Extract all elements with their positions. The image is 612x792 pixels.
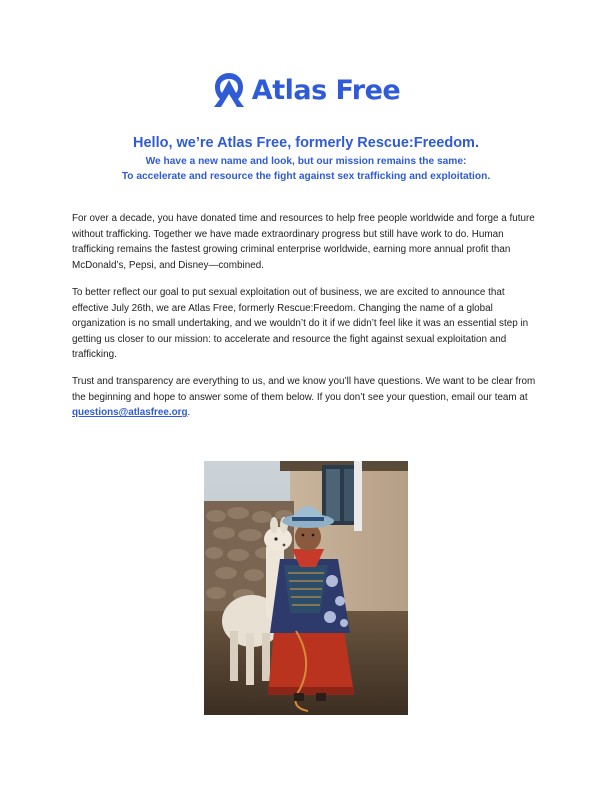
body-paragraph-1: For over a decade, you have donated time and resources to help free people worldwide and forge a future without trafficking. Together we have made extraordinary progress but still have work to do. Human trafficking remains the fastest growing criminal enterprise worldwide, earning more annual profit than McDonald’s, Pepsi, and Disney—combined. — [72, 213, 535, 271]
atlas-free-logo — [0, 70, 612, 110]
body-paragraph-3 — [72, 374, 542, 421]
atlas-mountain-icon — [212, 72, 246, 108]
logo-wordmark: Atlas Free — [251, 74, 401, 106]
subheadline-line-2: To accelerate and resource the fight against sex trafficking and exploitation. — [121, 171, 491, 182]
questions-email-link[interactable]: questions@atlasfree.org — [72, 407, 188, 419]
paragraph-3-text: Trust and transparency are everything to us, and we know you’ll have questions. We want to be clear from the beginning and hope to answer some of them below. If you don’t see your question, email our team at — [72, 376, 536, 403]
paragraph-3-end: . — [187, 407, 191, 419]
subheadline-line-1: We have a new name and look, but our mission remains the same: — [145, 156, 467, 167]
page-headline: Hello, we’re Atlas Free, formerly Rescue:Freedom. — [133, 135, 479, 151]
body-paragraph-2: To better reflect our goal to put sexual exploitation out of business, we are excited to announce that effective July 26th, we are Atlas Free, formerly Rescue:Freedom. Changing the name of a global organization is no small undertaking, and we wouldn’t do it if we didn’t feel like it was an essential step in getting us closer to our mission: to accelerate and resource the fight against sexual exploitation and trafficking. — [72, 287, 529, 361]
child-with-alpaca-photo — [204, 461, 408, 715]
